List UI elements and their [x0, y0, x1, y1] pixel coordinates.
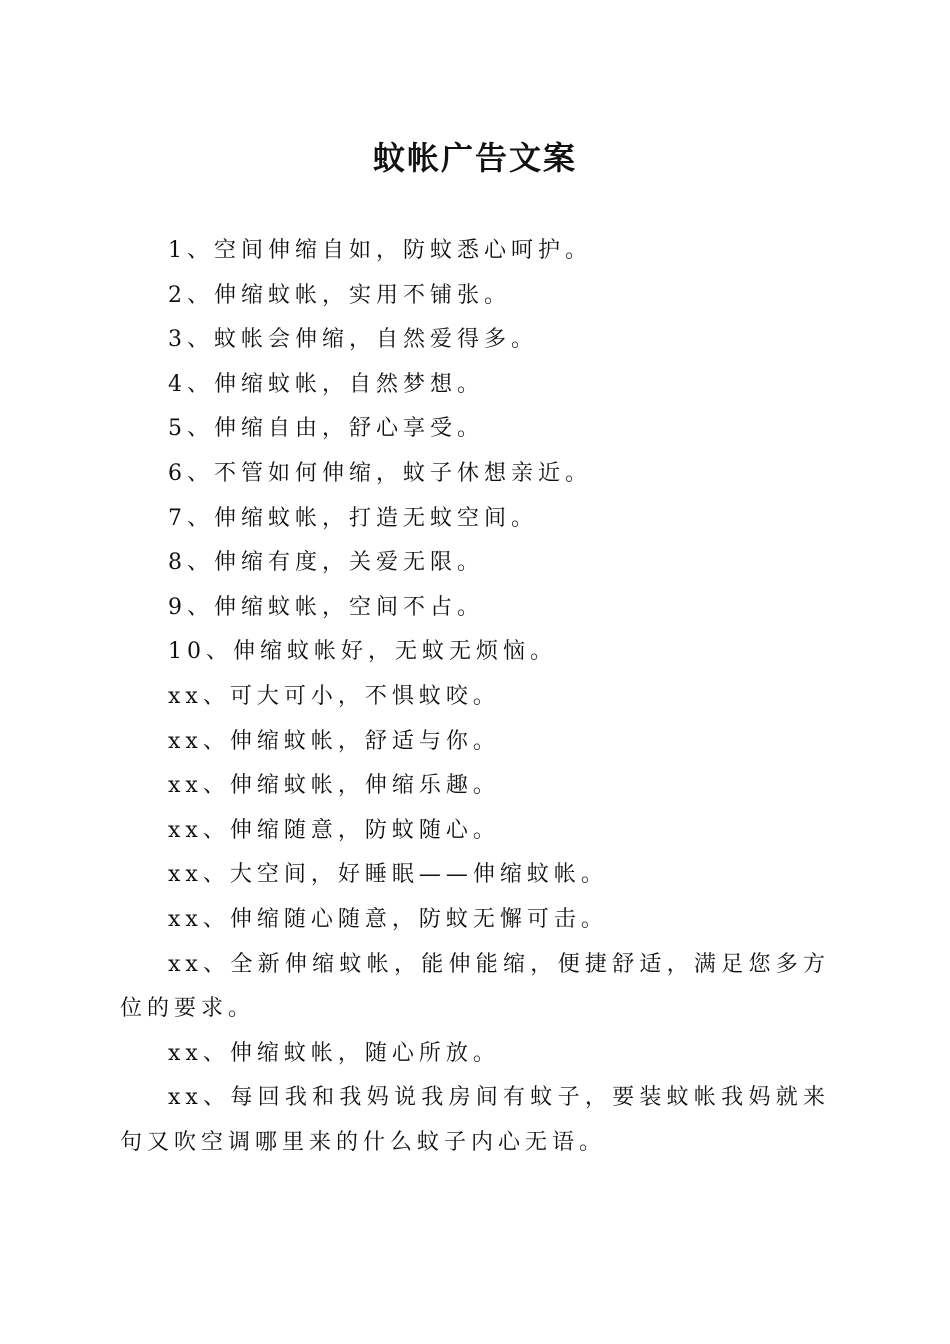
paragraph: 8、伸缩有度，关爱无限。 [168, 550, 484, 576]
paragraph: xx、可大可小，不惧蚊咬。 [168, 683, 500, 709]
paragraph: 3、蚊帐会伸缩，自然爱得多。 [168, 327, 538, 353]
paragraph: 4、伸缩蚊帐，自然梦想。 [168, 371, 484, 397]
paragraph: xx、伸缩蚊帐，伸缩乐趣。 [168, 773, 500, 799]
document-body [120, 229, 830, 1165]
paragraph: xx、全新伸缩蚊帐，能伸能缩，便捷舒适，满足您多方位的要求。 [120, 951, 830, 1022]
paragraph: 10、伸缩蚊帐好，无蚊无烦恼。 [168, 639, 557, 665]
paragraph: 7、伸缩蚊帐，打造无蚊空间。 [168, 505, 538, 531]
paragraph: xx、伸缩随意，防蚊随心。 [168, 817, 500, 843]
paragraph: 2、伸缩蚊帐，实用不铺张。 [168, 282, 511, 308]
paragraph: 5、伸缩自由，舒心享受。 [168, 416, 484, 442]
paragraph: 6、不管如何伸缩，蚊子休想亲近。 [168, 460, 592, 486]
paragraph: xx、伸缩随心随意，防蚊无懈可击。 [168, 906, 608, 932]
paragraph: xx、每回我和我妈说我房间有蚊子，要装蚊帐我妈就来句又吹空调哪里来的什么蚊子内心无语。 [120, 1085, 830, 1155]
paragraph: 9、伸缩蚊帐，空间不占。 [168, 594, 484, 620]
paragraph: 1、空间伸缩自如，防蚊悉心呵护。 [168, 238, 592, 263]
document-title: 蚊帐广告文案 [372, 139, 577, 177]
paragraph: xx、伸缩蚊帐，随心所放。 [168, 1040, 500, 1066]
paragraph: xx、大空间，好睡眠——伸缩蚊帐。 [168, 862, 608, 888]
paragraph: xx、伸缩蚊帐，舒适与你。 [168, 728, 500, 754]
